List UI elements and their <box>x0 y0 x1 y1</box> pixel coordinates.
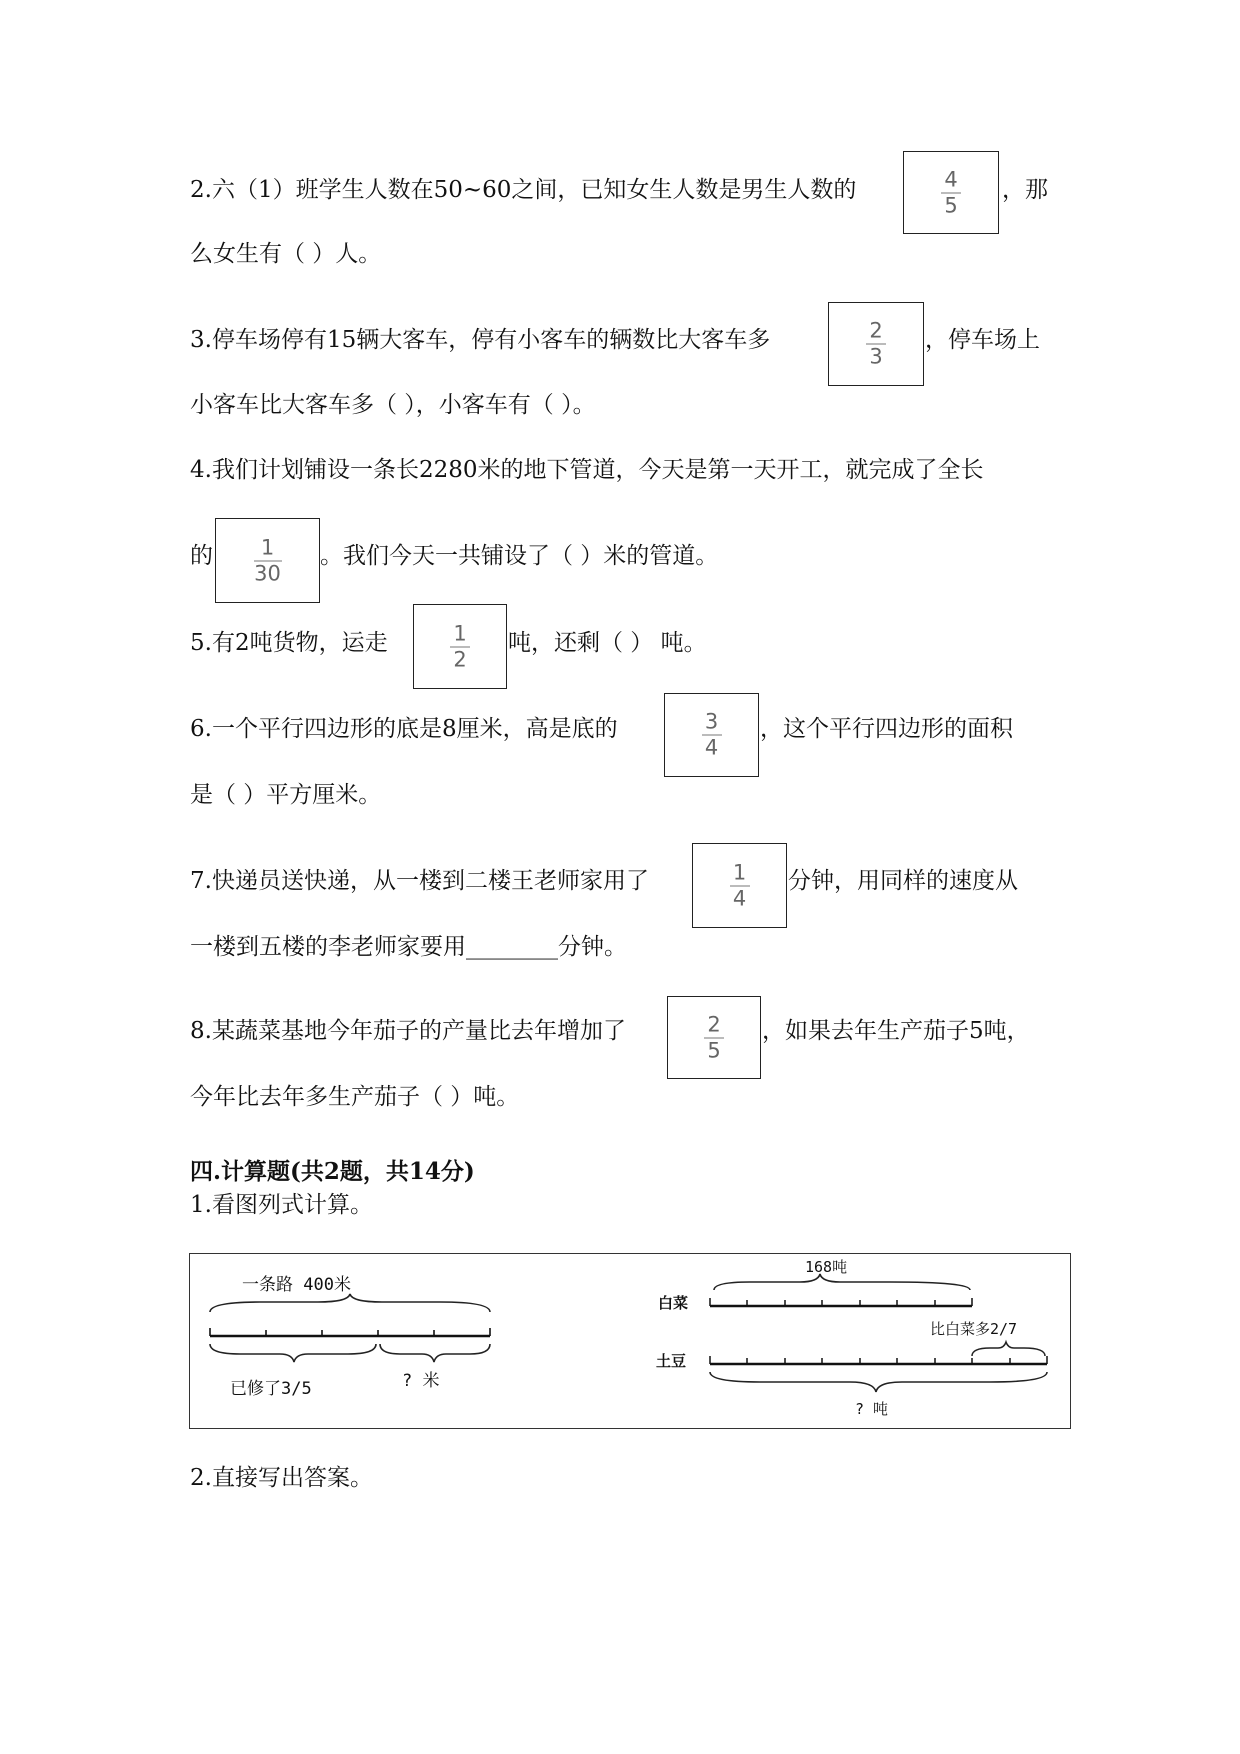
fraction-box <box>664 693 759 777</box>
fraction-box <box>692 843 787 928</box>
fraction-numerator: 2 <box>869 318 883 343</box>
question-8-line2: 今年比去年多生产茄子（ ）吨。 <box>190 1084 520 1110</box>
question-4-line2-start: 的 <box>190 543 213 569</box>
fraction <box>665 711 758 760</box>
question-6-line1-end: ，这个平行四边形的面积 <box>760 716 1013 742</box>
cabbage-label: 白菜 <box>658 1294 689 1312</box>
fraction-numerator: 3 <box>704 709 719 734</box>
cabbage-brace <box>714 1274 970 1290</box>
question-3-line1: 3.停车场停有15辆大客车，停有小客车的辆数比大客车多 <box>190 327 771 353</box>
question-4-line1: 4.我们计划铺设一条长2280米的地下管道，今天是第一天开工，就完成了全长 <box>190 457 984 483</box>
question-2-line1: 2.六（1）班学生人数在50~60之间，已知女生人数是男生人数的 <box>190 177 857 203</box>
fraction-box <box>413 604 507 689</box>
fraction-numerator: 1 <box>453 621 467 645</box>
question-8-line1: 8.某蔬菜基地今年茄子的产量比去年增加了 <box>190 1018 626 1044</box>
question-3-line2: 小客车比大客车多（ ），小客车有（ ）。 <box>190 392 596 418</box>
question-5-line1-end: 吨，还剩（ ） 吨。 <box>508 630 707 656</box>
fraction <box>216 536 319 585</box>
road-done-label: 已修了3/5 <box>230 1379 312 1399</box>
fraction-numerator: 1 <box>732 860 747 884</box>
fraction-numerator: 2 <box>707 1012 721 1036</box>
diagram-svg <box>190 1254 1070 1428</box>
section-heading: 四.计算题(共2题，共14分) <box>190 1158 475 1185</box>
section4-question-2: 2.直接写出答案。 <box>190 1465 373 1491</box>
section4-question-1: 1.看图列式计算。 <box>190 1192 373 1218</box>
fraction <box>829 320 923 369</box>
question-5-line1: 5.有2吨货物，运走 <box>190 630 388 656</box>
road-rest-brace <box>380 1344 490 1362</box>
fraction-denominator: 5 <box>944 193 958 217</box>
question-4-line2-end: 。我们今天一共铺设了（ ）米的管道。 <box>320 543 719 569</box>
fraction-box <box>828 302 924 386</box>
question-7-line1-end: 分钟，用同样的速度从 <box>788 868 1018 894</box>
fraction <box>414 622 506 671</box>
potato-label: 土豆 <box>656 1352 687 1370</box>
fraction-box <box>667 996 761 1079</box>
question-6-line1: 6.一个平行四边形的底是8厘米，高是底的 <box>190 716 618 742</box>
road-total-brace <box>210 1294 490 1312</box>
potato-total-brace <box>710 1372 1047 1392</box>
question-8-line1-end: ，如果去年生产茄子5吨， <box>762 1018 1030 1044</box>
fraction <box>668 1013 760 1062</box>
fraction-denominator: 4 <box>704 735 719 760</box>
fraction-denominator: 5 <box>707 1038 721 1062</box>
question-3-line1-end: ，停车场上 <box>925 327 1040 353</box>
potato-extra-label: 比白菜多2/7 <box>930 1320 1018 1338</box>
fraction-box <box>215 518 320 603</box>
question-6-line2: 是（ ）平方厘米。 <box>190 782 382 808</box>
fraction-denominator: 4 <box>732 886 747 910</box>
fraction-box <box>903 151 999 234</box>
fraction <box>693 861 786 910</box>
road-done-brace <box>210 1344 376 1362</box>
fraction-denominator: 30 <box>254 561 281 585</box>
fraction-denominator: 3 <box>869 344 883 369</box>
question-2-line2: 么女生有（ ）人。 <box>190 241 382 267</box>
cabbage-total-label: 168吨 <box>805 1258 848 1276</box>
question-2-line1-end: ，那 <box>1002 177 1048 203</box>
potato-extra-brace <box>972 1342 1045 1356</box>
fraction-denominator: 2 <box>453 647 467 671</box>
fraction-numerator: 4 <box>944 167 958 191</box>
question-7-line1: 7.快递员送快递，从一楼到二楼王老师家用了 <box>190 868 649 894</box>
road-rest-label: ? 米 <box>402 1371 440 1391</box>
road-total-label: 一条路 400米 <box>242 1275 351 1295</box>
fraction <box>904 168 998 217</box>
question-7-line2: 一楼到五楼的李老师家要用________分钟。 <box>190 934 627 960</box>
fraction-numerator: 1 <box>260 535 275 559</box>
potato-total-label: ? 吨 <box>855 1400 889 1418</box>
line-segment-diagram <box>189 1253 1071 1429</box>
